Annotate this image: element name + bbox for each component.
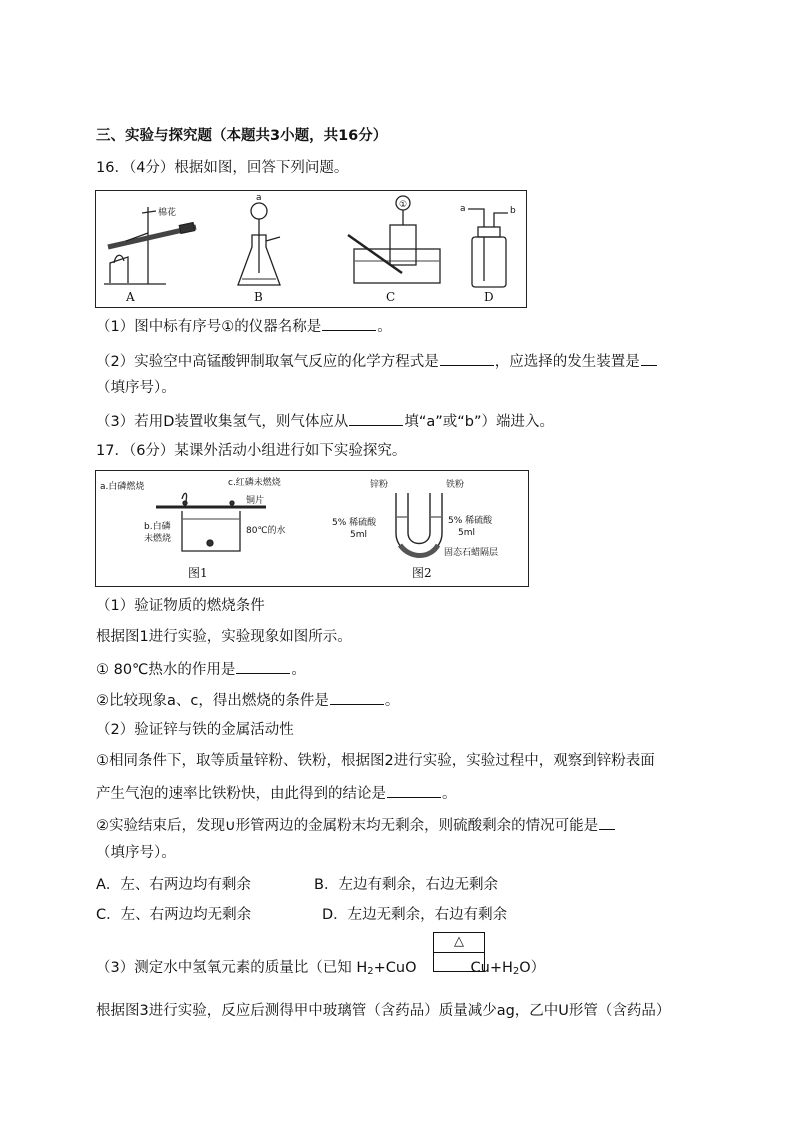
answer-blank[interactable]	[440, 351, 494, 366]
q16-part2-text-b: ，应选择的发生装置是	[494, 354, 640, 370]
cotton-label: 棉花	[158, 208, 177, 218]
label-white-p-b2: 未燃烧	[144, 534, 172, 544]
subscript: 2	[367, 966, 374, 977]
q17-s2-q1-text: 产生气泡的速率比铁粉快，由此得到的结论是	[96, 786, 386, 802]
q16-apparatus-drawing	[96, 191, 526, 307]
option-d[interactable]: D．左边无剩余，右边有剩余	[322, 907, 508, 923]
circled-one-label: ①	[399, 200, 408, 210]
label-acid-right2: 5ml	[458, 528, 475, 538]
q16-part1	[96, 316, 392, 337]
q17-s2-q2-line1	[96, 815, 616, 836]
q17-header: 17．（6分）某课外活动小组进行如下实验探究。	[96, 443, 407, 459]
q16-part1-text: （1）图中标有序号①的仪器名称是	[96, 319, 322, 335]
label-white-p-b1: b.白磷	[144, 522, 171, 532]
label-a: A	[126, 290, 135, 304]
q17-s1-line1: 根据图1进行实验，实验现象如图所示。	[96, 629, 352, 645]
q16-part2-text: （2）实验空中高锰酸钾制取氧气反应的化学方程式是	[96, 354, 439, 370]
reaction-arrow-line	[434, 952, 484, 953]
q17-s1-q2-text: ②比较现象a、c，得出燃烧的条件是	[96, 693, 329, 709]
fig2-u-tube	[396, 493, 442, 556]
q17-figure	[95, 470, 529, 587]
answer-blank[interactable]	[641, 351, 657, 366]
answer-blank[interactable]	[322, 316, 376, 331]
label-d: D	[484, 290, 494, 304]
apparatus-b	[238, 203, 280, 285]
reaction-condition-box	[433, 932, 485, 972]
q16-part3	[96, 411, 554, 432]
q17-s2-q2-line2: （填序号）。	[96, 845, 176, 861]
q17-s1-q2-end: 。	[384, 693, 400, 709]
q17-s1-q1-end: 。	[291, 662, 306, 678]
section-title: 三、实验与探究题（本题共3小题，共16分）	[96, 128, 388, 144]
q17-s3-text: （3）测定水中氢氧元素的质量比（已知 H	[96, 960, 368, 976]
apparatus-d	[468, 209, 508, 287]
q17-s2-q1-end: 。	[442, 786, 457, 802]
q17-s3-end: O）	[519, 960, 546, 976]
q16-part3-end: 填“a”或“b”）端进入。	[404, 414, 555, 430]
label-copper: 铜片	[246, 496, 265, 506]
label-b: B	[254, 290, 263, 304]
label-red-p: c.红磷未燃烧	[228, 478, 281, 488]
q17-s1-q1-text: ① 80℃热水的作用是	[96, 662, 236, 678]
option-c[interactable]: C．左、右两边均无剩余	[96, 907, 252, 923]
answer-blank[interactable]	[599, 815, 615, 830]
label-iron: 铁粉	[446, 480, 465, 490]
apparatus-a	[104, 207, 196, 284]
q17-s3-line: 根据图3进行实验，反应后测得甲中玻璃管（含药品）质量减少ag，乙中U形管（含药品）	[96, 1003, 671, 1019]
answer-blank[interactable]	[387, 783, 441, 798]
d-a-label: a	[460, 204, 466, 214]
q17-s1-q1	[96, 659, 306, 680]
q16-part1-end: 。	[377, 319, 392, 335]
q16-part3-text: （3）若用D装置收集氢气，则气体应从	[96, 414, 349, 430]
label-hot-water: 80℃的水	[246, 526, 286, 536]
fig2-caption: 图2	[412, 566, 432, 580]
apparatus-c	[348, 196, 440, 283]
q16-figure	[95, 190, 527, 308]
label-acid-right1: 5% 稀硫酸	[448, 516, 493, 526]
heat-triangle-icon: △	[454, 934, 464, 949]
q16-header: 16．（4分）根据如图，回答下列问题。	[96, 160, 349, 176]
answer-blank[interactable]	[236, 659, 290, 674]
label-zinc: 锌粉	[370, 480, 389, 490]
d-b-label: b	[510, 206, 516, 216]
label-acid-left1: 5% 稀硫酸	[332, 518, 377, 528]
q17-apparatus-drawing	[96, 471, 528, 586]
label-white-p-burn: a.白磷燃烧	[100, 482, 145, 492]
option-a[interactable]: A．左、右两边均有剩余	[96, 877, 251, 893]
q16-part2-cont: （填序号）。	[96, 380, 176, 396]
answer-blank[interactable]	[349, 411, 403, 426]
q17-s2-q2-text: ②实验结束后，发现∪形管两边的金属粉末均无剩余，则硫酸剩余的情况可能是	[96, 818, 599, 834]
label-acid-left2: 5ml	[350, 530, 367, 540]
q17-s2-q1-line2	[96, 783, 457, 804]
q17-s2: （2）验证锌与铁的金属活动性	[96, 722, 294, 738]
q16-part2	[96, 351, 658, 372]
subscript: 2	[512, 966, 520, 977]
funnel-label: a	[256, 193, 262, 203]
option-b[interactable]: B．左边有剩余，右边无剩余	[314, 877, 498, 893]
label-c: C	[386, 290, 396, 304]
q17-s2-q1-line1: ①相同条件下，取等质量锌粉、铁粉，根据图2进行实验，实验过程中，观察到锌粉表面	[96, 753, 655, 769]
answer-blank[interactable]	[330, 690, 384, 705]
q17-s3-cuo: +CuO	[373, 960, 417, 976]
q17-s3-product: Cu+H	[470, 960, 513, 976]
fig1-caption: 图1	[188, 566, 208, 580]
label-wax-layer: 固态石蜡隔层	[444, 548, 499, 558]
q17-s1-q2	[96, 690, 399, 711]
q17-s1: （1）验证物质的燃烧条件	[96, 598, 265, 614]
